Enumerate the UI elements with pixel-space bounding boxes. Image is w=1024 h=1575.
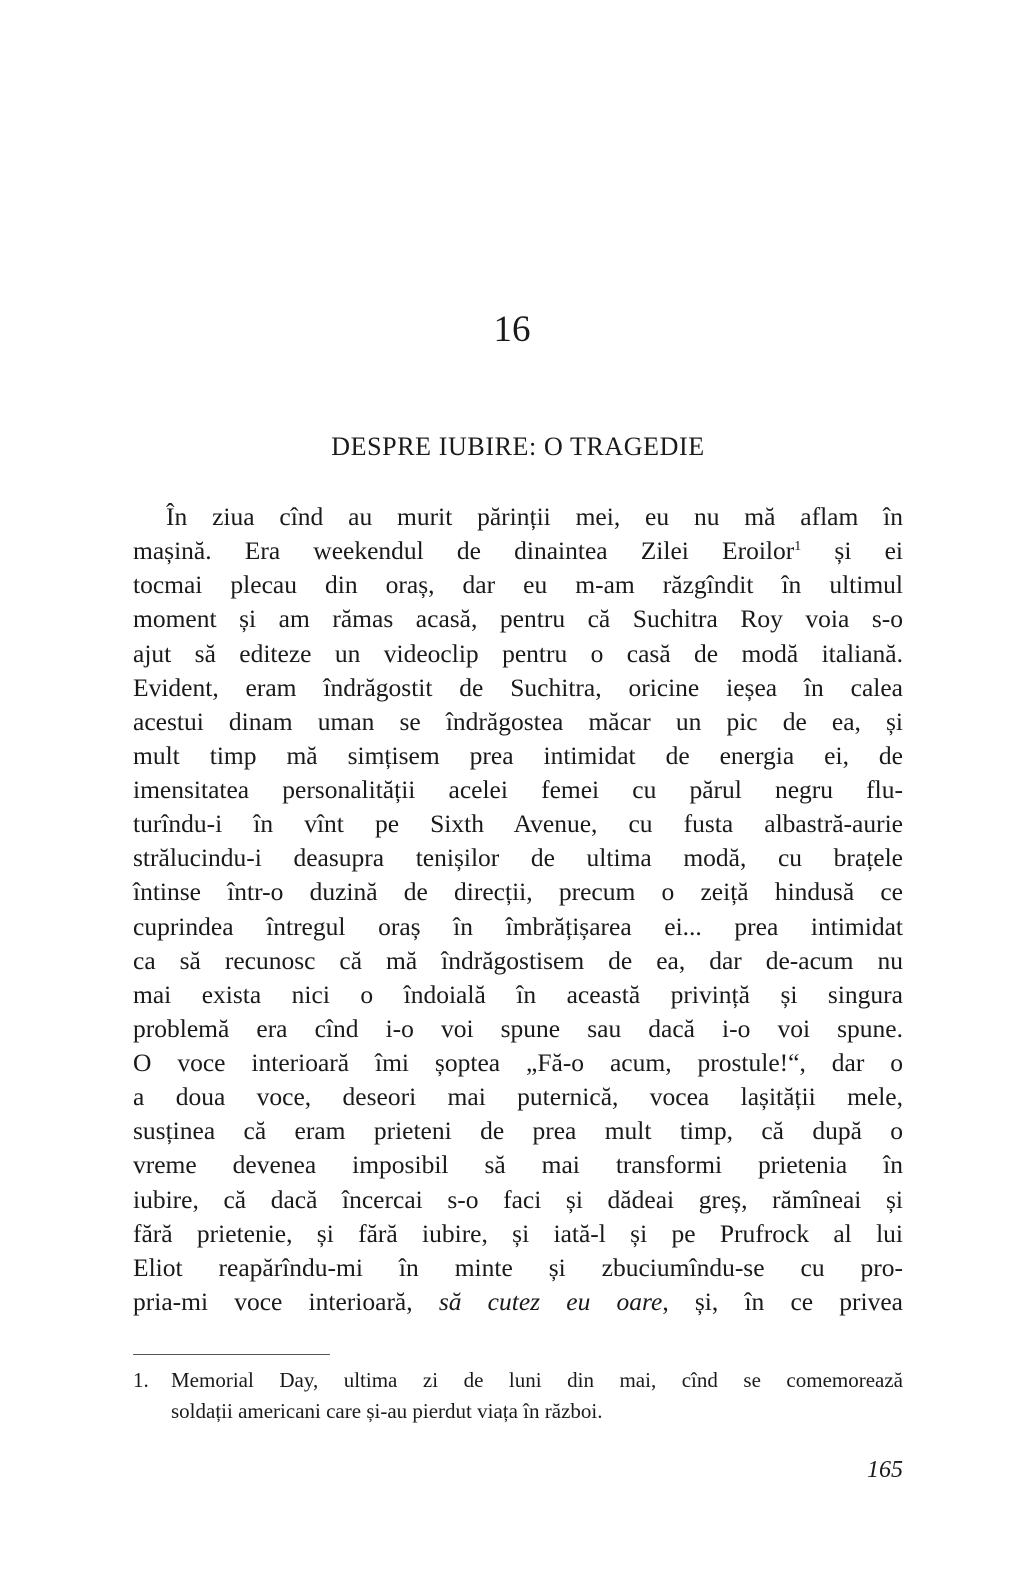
text-line: fără prietenie, și fără iubire, și iată-l și pe Prufrock al lui (133, 1218, 903, 1248)
text-line: problemă era cînd i-o voi spune sau dacă i-o voi spune. (133, 1013, 903, 1043)
text-segment: mașină. Era weekendul de dinaintea Zilei Eroilor (133, 536, 795, 566)
footnote-line: Memorial Day, ultima zi de luni din mai, cînd se comemorează (171, 1368, 903, 1392)
text-line: iubire, că dacă încercai s-o faci și dădeai greș, rămîneai și (133, 1184, 903, 1214)
footnote (133, 1365, 903, 1427)
footnote-line: soldații americani care și-au pierdut viața în război. (171, 1399, 603, 1423)
text-line: susținea că eram prieteni de prea mult timp, că după o (133, 1116, 903, 1146)
italic-quote: să cutez eu oare (438, 1286, 663, 1316)
text-line: ca să recunosc că mă îndrăgostisem de ea, dar de-acum nu (133, 945, 903, 975)
footnote-marker[interactable]: 1 (794, 539, 802, 555)
text-line: Evident, eram îndrăgostit de Suchitra, oricine ieșea în calea (133, 672, 903, 702)
text-line: cuprindea întregul oraș în îmbrățișarea ei... prea intimidat (133, 911, 903, 941)
text-line: Eliot reapărîndu-mi în minte și zbuciumîndu-se cu pro- (133, 1252, 903, 1282)
text-line: moment și am rămas acasă, pentru că Suchitra Roy voia s-o (133, 604, 903, 634)
text-line: mai exista nici o îndoială în această privință și singura (133, 979, 903, 1009)
text-line: strălucindu-i deasupra tenișilor de ultima modă, cu brațele (133, 843, 903, 873)
text-line (133, 534, 903, 568)
text-line: acestui dinam uman se îndrăgostea măcar un pic de ea, și (133, 706, 903, 736)
text-line: imensitatea personalității acelei femei cu părul negru flu- (133, 775, 903, 804)
text-line: vreme devenea imposibil să mai transformi prietenia în (133, 1150, 903, 1180)
text-line: a doua voce, deseori mai puternică, vocea lașității mele, (133, 1082, 903, 1112)
text-line: mult timp mă simțisem prea intimidat de energia ei, de (133, 740, 903, 770)
page-number: 165 (867, 1457, 903, 1483)
footnote-divider (133, 1354, 330, 1355)
text-line: tocmai plecau din oraș, dar eu m-am răzgîndit în ultimul (133, 570, 903, 600)
footnote-number: 1. (133, 1368, 149, 1392)
text-segment: și ei (801, 536, 903, 566)
text-segment: pria-mi voce interioară, (133, 1286, 439, 1316)
text-line: ajut să editeze un videoclip pentru o casă de modă italiană. (133, 638, 903, 668)
text-line (133, 1285, 903, 1319)
text-line: În ziua cînd au murit părinții mei, eu nu mă aflam în (166, 502, 903, 531)
text-line: O voce interioară îmi șoptea „Fă-o acum, prostule!“, dar o (133, 1048, 903, 1077)
chapter-title: DESPRE IUBIRE: O TRAGEDIE (331, 432, 705, 461)
body-text (133, 500, 903, 1319)
text-line: întinse într-o duzină de direcții, precum o zeiță hindusă ce (133, 877, 903, 907)
chapter-number: 16 (493, 309, 531, 350)
text-segment: , și, în ce privea (662, 1286, 903, 1316)
text-line: turîndu-i în vînt pe Sixth Avenue, cu fusta albastră-aurie (133, 809, 903, 839)
